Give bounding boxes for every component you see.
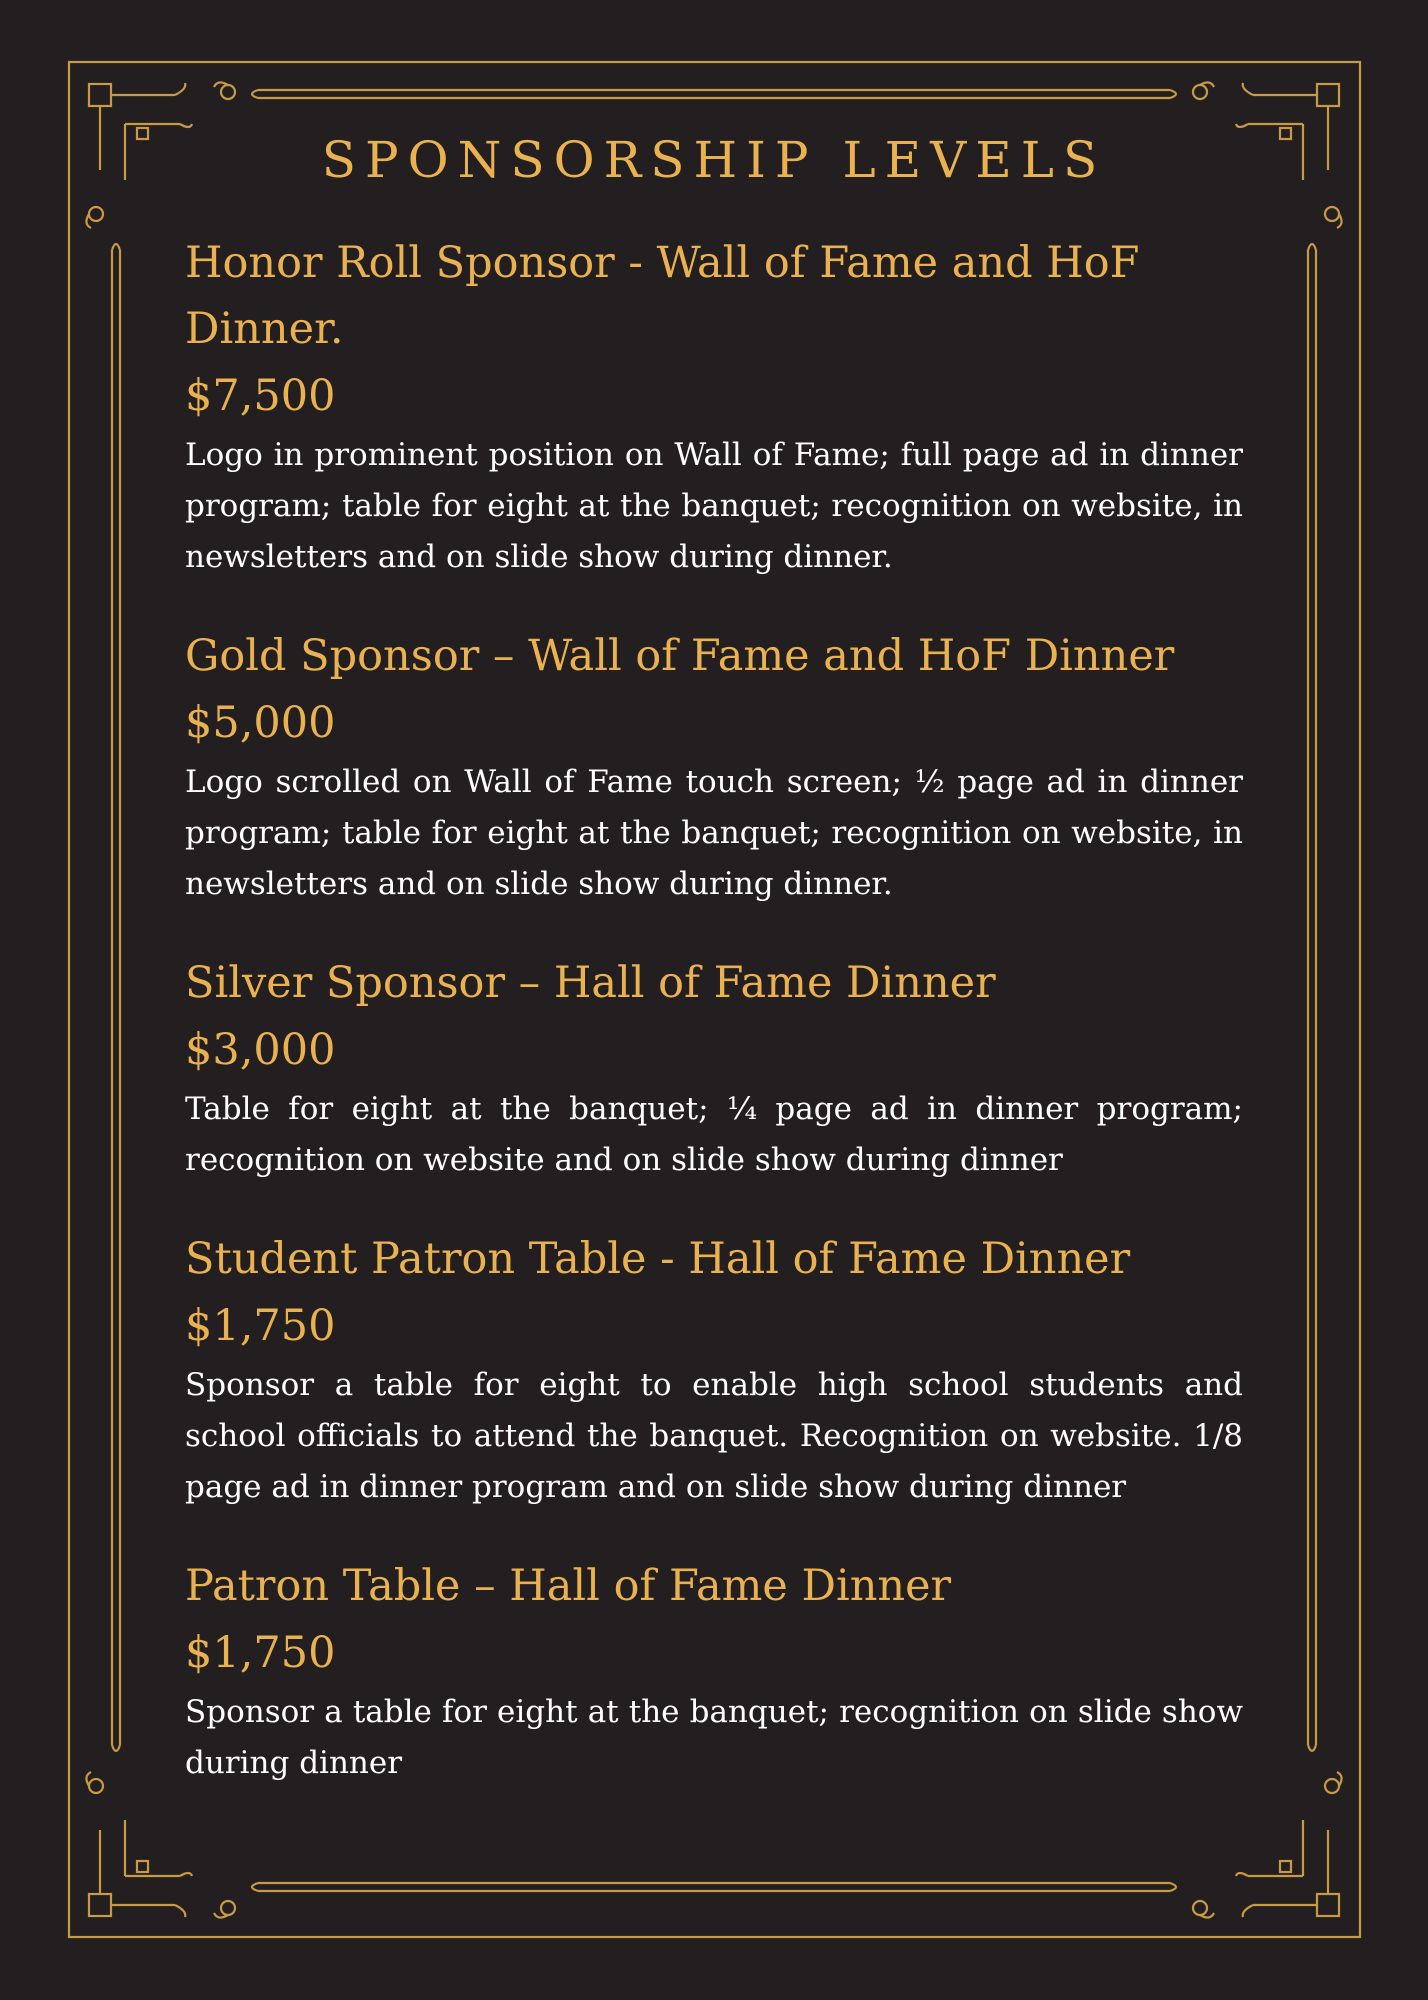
sponsorship-level-honor-roll xyxy=(185,230,1243,583)
level-price: $7,500 xyxy=(185,371,336,421)
level-name: Honor Roll Sponsor - Wall of Fame and HoF Dinner. xyxy=(185,238,1140,354)
level-name: Silver Sponsor – Hall of Fame Dinner xyxy=(185,958,996,1008)
level-price: $3,000 xyxy=(185,1025,336,1075)
level-name: Student Patron Table - Hall of Fame Dinner xyxy=(185,1234,1131,1284)
sponsorship-level-list xyxy=(185,230,1243,1829)
level-description: Table for eight at the banquet; ¼ page ad in dinner program; recognition on website and on slide show during dinner xyxy=(185,1091,1243,1178)
page-title: SPONSORSHIP LEVELS xyxy=(321,131,1107,189)
level-price: $1,750 xyxy=(185,1301,336,1351)
level-description: Logo scrolled on Wall of Fame touch screen; ½ page ad in dinner program; table for eight at the banquet; recognition on website, in newsletters and on slide show during dinner. xyxy=(185,764,1243,902)
level-price: $5,000 xyxy=(185,698,336,748)
level-name: Gold Sponsor – Wall of Fame and HoF Dinner xyxy=(185,631,1175,681)
level-description: Sponsor a table for eight at the banquet; recognition on slide show during dinner xyxy=(185,1694,1243,1781)
level-name: Patron Table – Hall of Fame Dinner xyxy=(185,1561,952,1611)
sponsorship-level-patron xyxy=(185,1553,1243,1789)
sponsorship-level-student-patron xyxy=(185,1226,1243,1513)
level-price: $1,750 xyxy=(185,1628,336,1678)
level-description: Sponsor a table for eight to enable high school students and school officials to attend the banquet. Recognition on website. 1/8 page ad in dinner program and on slide show during dinner xyxy=(185,1367,1243,1505)
level-description: Logo in prominent position on Wall of Fame; full page ad in dinner program; table for eight at the banquet; recognition on website, in newsletters and on slide show during dinner. xyxy=(185,437,1243,575)
sponsorship-level-gold xyxy=(185,623,1243,910)
sponsorship-level-silver xyxy=(185,950,1243,1186)
